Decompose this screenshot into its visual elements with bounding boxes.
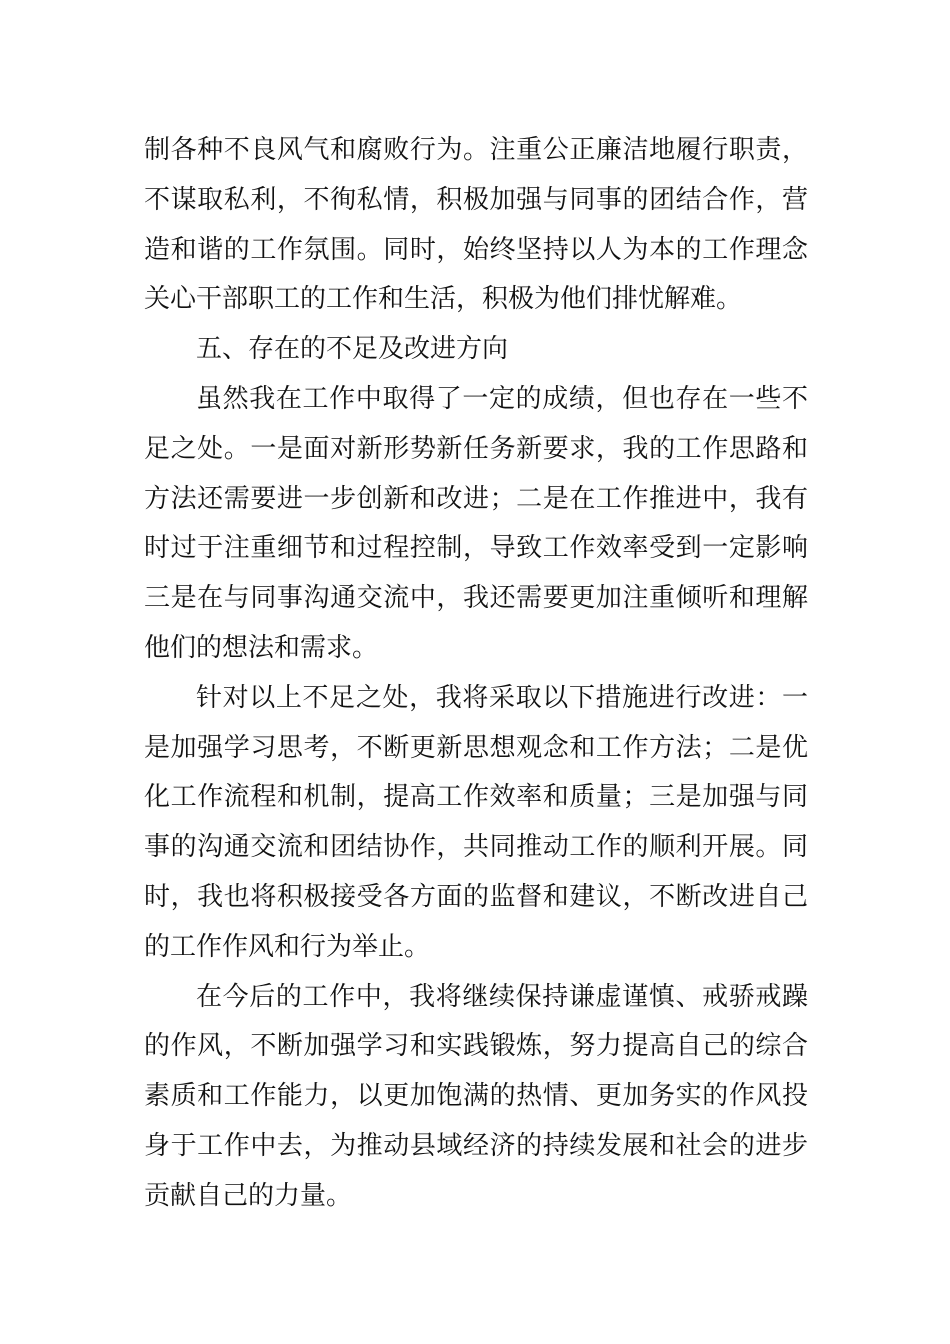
paragraph-line: 是加强学习思考，不断更新思想观念和工作方法；二是优: [144, 732, 808, 763]
paragraph-line: 的作风，不断加强学习和实践锻炼，努力提高自己的综合: [144, 1031, 808, 1062]
section-heading: 五、存在的不足及改进方向: [196, 334, 509, 365]
paragraph-line: 贡献自己的力量。: [144, 1180, 353, 1211]
paragraph-line: 不谋取私利，不徇私情，积极加强与同事的团结合作，营: [144, 184, 808, 215]
paragraph-line: 关心干部职工的工作和生活，积极为他们排忧解难。: [144, 284, 743, 315]
paragraph-line: 时过于注重细节和过程控制，导致工作效率受到一定影响: [144, 533, 808, 564]
paragraph-line: 造和谐的工作氛围。同时，始终坚持以人为本的工作理念: [144, 234, 808, 265]
paragraph-line: 时，我也将积极接受各方面的监督和建议，不断改进自己: [144, 881, 808, 912]
paragraph-line: 虽然我在工作中取得了一定的成绩，但也存在一些不: [196, 383, 808, 414]
paragraph-line: 制各种不良风气和腐败行为。注重公正廉洁地履行职责，: [144, 135, 808, 165]
paragraph-line: 事的沟通交流和团结协作，共同推动工作的顺利开展。同: [144, 832, 808, 863]
paragraph-line: 方法还需要进一步创新和改进；二是在工作推进中，我有: [144, 483, 808, 514]
paragraph-line: 在今后的工作中，我将继续保持谦虚谨慎、戒骄戒躁: [196, 981, 808, 1012]
paragraph-line: 他们的想法和需求。: [144, 632, 379, 663]
paragraph-line: 的工作作风和行为举止。: [144, 931, 431, 962]
paragraph-line: 三是在与同事沟通交流中，我还需要更加注重倾听和理解: [144, 583, 808, 614]
paragraph-line: 化工作流程和机制，提高工作效率和质量；三是加强与同: [144, 782, 808, 813]
paragraph-line: 足之处。一是面对新形势新任务新要求，我的工作思路和: [144, 433, 808, 464]
paragraph-line: 身于工作中去，为推动县域经济的持续发展和社会的进步: [144, 1130, 808, 1161]
document-body: [144, 126, 808, 1222]
paragraph-line: 针对以上不足之处，我将采取以下措施进行改进：一: [196, 682, 808, 713]
paragraph-line: 素质和工作能力，以更加饱满的热情、更加务实的作风投: [144, 1081, 808, 1112]
